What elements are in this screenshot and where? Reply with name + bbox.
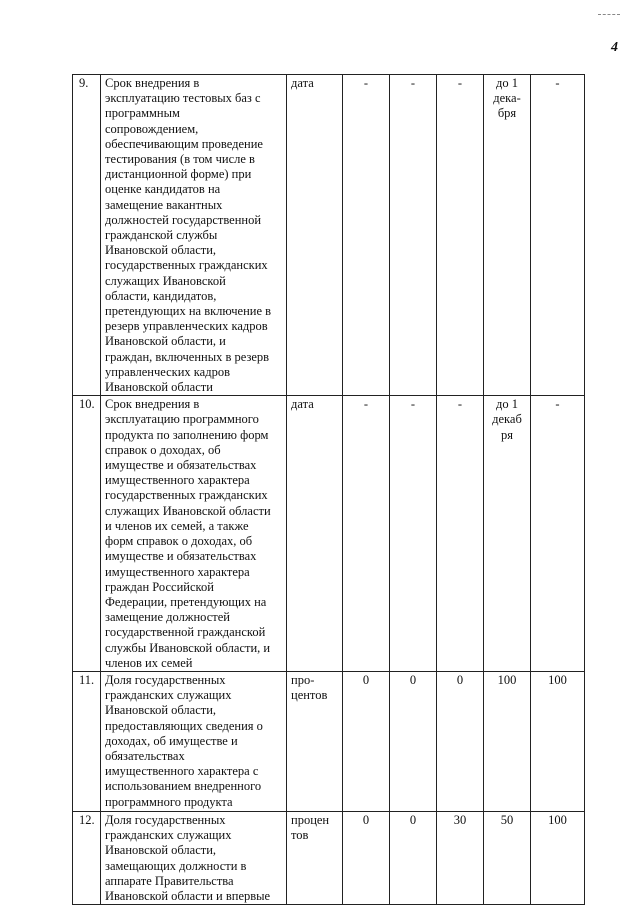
table-row	[73, 75, 585, 396]
indicator-description: Доля государственных гражданских служащих Ивановской области, предоставляющих сведения о доходах, об имуществе и обязательствах имущественного характера с использованием внедренного программного продукта	[101, 671, 287, 811]
row-number: 11.	[73, 671, 101, 811]
value-cell: -	[531, 396, 585, 672]
value-cell: 50	[484, 811, 531, 904]
value-cell: 0	[390, 811, 437, 904]
value-cell: 100	[531, 671, 585, 811]
value-cell: 0	[437, 671, 484, 811]
value-cell: -	[390, 396, 437, 672]
value-cell: 100	[484, 671, 531, 811]
value-cell: -	[343, 75, 390, 396]
value-cell: до 1 дека- бря	[484, 75, 531, 396]
row-number: 10.	[73, 396, 101, 672]
value-cell: -	[437, 396, 484, 672]
table-row	[73, 811, 585, 904]
value-cell: -	[437, 75, 484, 396]
value-cell: 0	[343, 671, 390, 811]
value-cell: 0	[390, 671, 437, 811]
unit-cell: про- центов	[287, 671, 343, 811]
indicator-description: Срок внедрения в эксплуатацию тестовых баз с программным сопровождением, обеспечивающим проведение тестирования (в том числе в дистанционной форме) при оценке кандидатов на замещение вакантных должностей государственной гражданской службы Ивановской области, государственных гражданских служащих Ивановской области, кандидатов, претендующих на включение в резерв управленческих кадров Ивановской области, и граждан, включенных в резерв управленческих кадров Ивановской области	[101, 75, 287, 396]
table-row	[73, 671, 585, 811]
page-number: 4	[611, 40, 618, 55]
unit-cell: дата	[287, 396, 343, 672]
row-number: 9.	[73, 75, 101, 396]
row-number: 12.	[73, 811, 101, 904]
value-cell: -	[390, 75, 437, 396]
unit-cell: процен тов	[287, 811, 343, 904]
table-row	[73, 396, 585, 672]
scan-mark	[598, 14, 620, 15]
value-cell: 100	[531, 811, 585, 904]
value-cell: -	[343, 396, 390, 672]
indicators-table	[72, 74, 585, 905]
unit-cell: дата	[287, 75, 343, 396]
indicator-description: Срок внедрения в эксплуатацию программного продукта по заполнению форм справок о доходах, об имуществе и обязательствах имущественного характера государственных гражданских служащих Ивановской области и членов их семей, а также форм справок о доходах, об имуществе и обязательствах имущественного характера граждан Российской Федерации, претендующих на замещение должностей государственной гражданской службы Ивановской области, и членов их семей	[101, 396, 287, 672]
indicator-description: Доля государственных гражданских служащих Ивановской области, замещающих должности в аппарате Правительства Ивановской области и впервые	[101, 811, 287, 904]
value-cell: -	[531, 75, 585, 396]
value-cell: 0	[343, 811, 390, 904]
value-cell: до 1 декаб ря	[484, 396, 531, 672]
value-cell: 30	[437, 811, 484, 904]
